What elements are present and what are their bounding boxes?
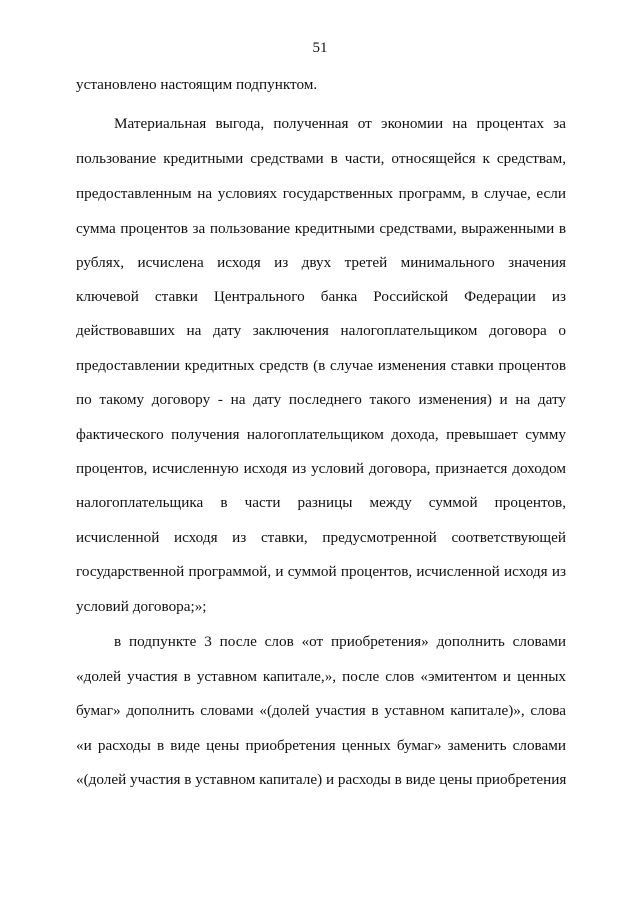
text-line: «и расходы в виде цены приобретения ценных бумаг» заменить словами: [76, 737, 566, 754]
text-line: ключевой ставки Центрального банка Российской Федерации из: [76, 288, 566, 305]
text-line: фактического получения налогоплательщиком дохода, превышает сумму: [76, 426, 566, 443]
text-line: условий договора;»;: [76, 598, 207, 615]
text-line: действовавших на дату заключения налогоплательщиком договора о: [76, 322, 566, 339]
text-line: государственной программой, и суммой процентов, исчисленной исходя из: [76, 563, 566, 580]
text-line: Материальная выгода, полученная от экономии на процентах за: [114, 115, 566, 132]
text-line: установлено настоящим подпунктом.: [76, 76, 318, 93]
text-line: пользование кредитными средствами в части, относящейся к средствам,: [76, 150, 566, 167]
text-line: бумаг» дополнить словами «(долей участия в уставном капитале)», слова: [76, 702, 566, 719]
text-line: «(долей участия в уставном капитале) и расходы в виде цены приобретения: [76, 771, 567, 788]
text-line: в подпункте 3 после слов «от приобретения» дополнить словами: [114, 633, 566, 650]
text-line: предоставленным на условиях государственных программ, в случае, если: [76, 185, 566, 202]
text-line: по такому договору - на дату последнего такого изменения) и на дату: [76, 391, 566, 408]
text-line: предоставлении кредитных средств (в случае изменения ставки процентов: [76, 357, 566, 374]
text-line: «долей участия в уставном капитале,», после слов «эмитентом и ценных: [76, 668, 566, 685]
text-line: сумма процентов за пользование кредитными средствами, выраженными в: [76, 220, 566, 237]
text-line: рублях, исчислена исходя из двух третей минимального значения: [76, 254, 566, 271]
text-line: исчисленной исходя из ставки, предусмотренной соответствующей: [76, 529, 566, 546]
text-line: процентов, исчисленную исходя из условий договора, признается доходом: [76, 460, 566, 477]
text-line: налогоплательщика в части разницы между суммой процентов,: [76, 494, 566, 511]
page-number: 51: [312, 40, 328, 56]
